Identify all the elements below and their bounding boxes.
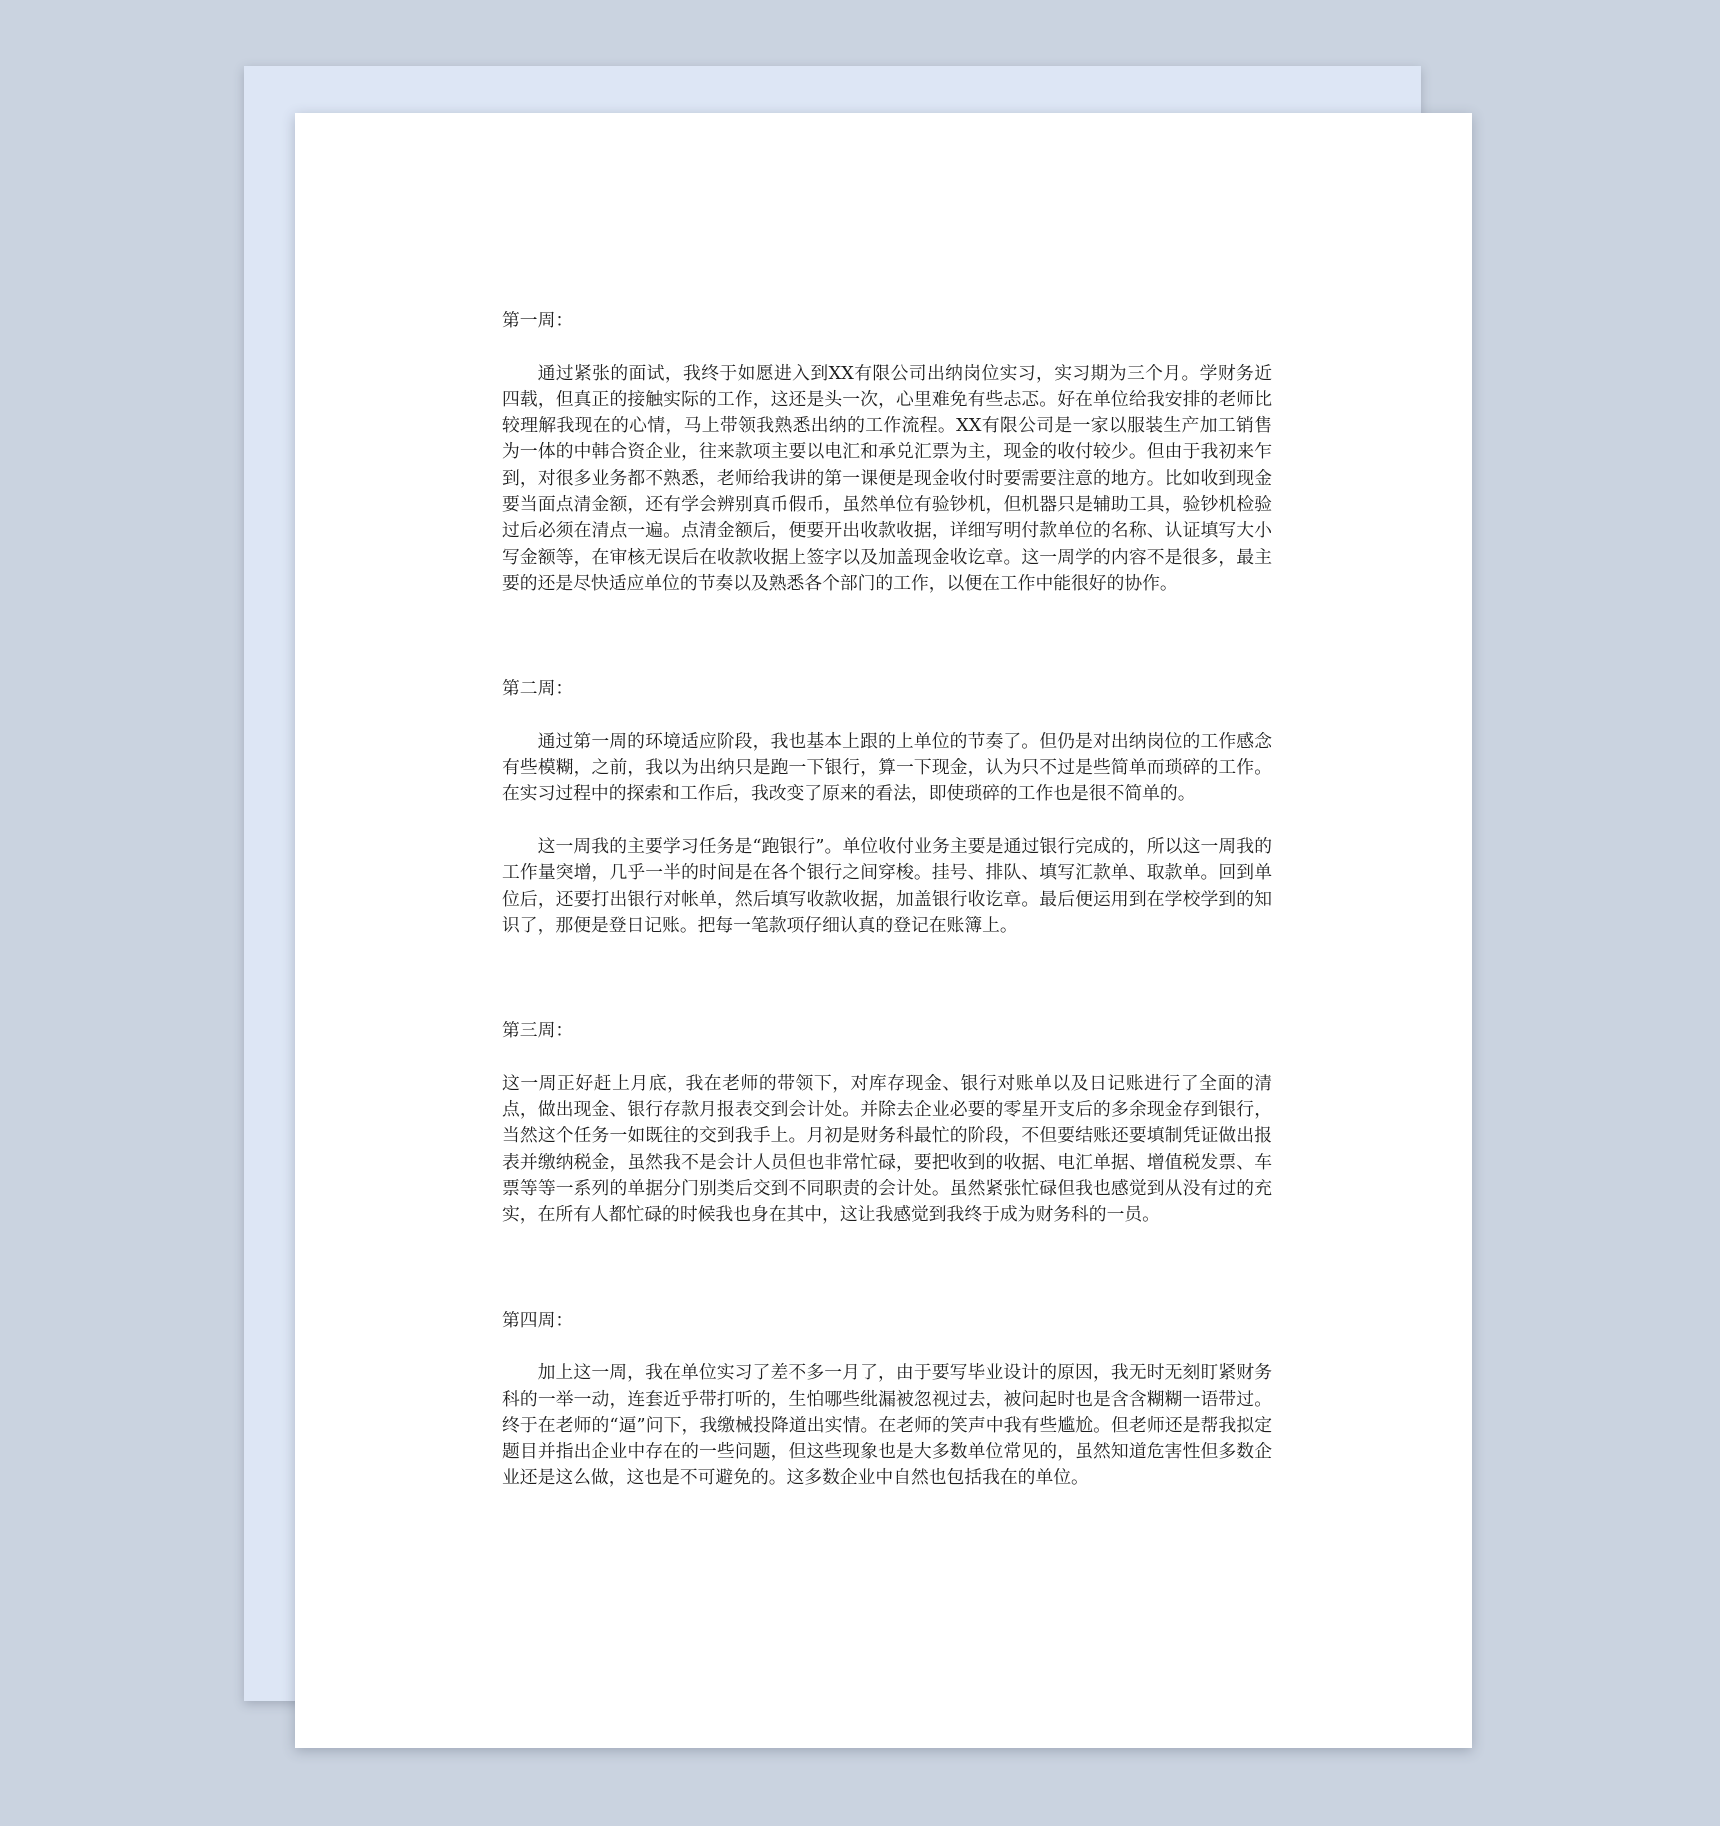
paragraph-week-3: 这一周正好赶上月底，我在老师的带领下，对库存现金、银行对账单以及日记账进行了全面的清点，做出现金、银行存款月报表交到会计处。并除去企业必要的零星开支后的多余现金存到银行，当然这个任务一如既往的交到我手上。月初是财务科最忙的阶段，不但要结账还要填制凭证做出报表并缴纳税金，虽然我不是会计人员但也非常忙碌，要把收到的收据、电汇单据、增值税发票、车票等等一系列的单据分门别类后交到不同职责的会计处。虽然紧张忙碌但我也感觉到从没有过的充实，在所有人都忙碌的时候我也身在其中，这让我感觉到我终于成为财务科的一员。 bbox=[502, 1072, 1272, 1226]
page-content bbox=[502, 308, 1272, 1492]
section-heading-week-3: 第三周： bbox=[502, 1020, 574, 1042]
section-heading-week-4: 第四周： bbox=[502, 1309, 574, 1331]
paragraph-week-4: 加上这一周，我在单位实习了差不多一月了，由于要写毕业设计的原因，我无时无刻盯紧财务科的一举一动，连套近乎带打听的，生怕哪些纰漏被忽视过去，被问起时也是含含糊糊一语带过。终于在老师的“逼”问下，我缴械投降道出实情。在老师的笑声中我有些尴尬。但老师还是帮我拟定题目并指出企业中存在的一些问题，但这些现象也是大多数单位常见的，虽然知道危害性但多数企业还是这么做，这也是不可避免的。这多数企业中自然也包括我在的单位。 bbox=[502, 1362, 1272, 1489]
paragraph-week-2-b: 这一周我的主要学习任务是“跑银行”。单位收付业务主要是通过银行完成的，所以这一周我的工作量突增，几乎一半的时间是在各个银行之间穿梭。挂号、排队、填写汇款单、取款单。回到单位后，还要打出银行对帐单，然后填写收款收据，加盖银行收讫章。最后便运用到在学校学到的知识了，那便是登日记账。把每一笔款项仔细认真的登记在账簿上。 bbox=[502, 836, 1272, 936]
section-heading-week-1: 第一周： bbox=[502, 310, 574, 331]
paragraph-week-1: 通过紧张的面试，我终于如愿进入到XX有限公司出纳岗位实习，实习期为三个月。学财务近四载，但真正的接触实际的工作，这还是头一次，心里难免有些忐忑。好在单位给我安排的老师比较理解我现在的心情，马上带领我熟悉出纳的工作流程。XX有限公司是一家以服装生产加工销售为一体的中韩合资企业，往来款项主要以电汇和承兑汇票为主，现金的收付较少。但由于我初来乍到，对很多业务都不熟悉，老师给我讲的第一课便是现金收付时要需要注意的地方。比如收到现金要当面点清金额，还有学会辨别真币假币，虽然单位有验钞机，但机器只是辅助工具，验钞机检验过后必须在清点一遍。点清金额后，便要开出收款收据，详细写明付款单位的名称、认证填写大小写金额等，在审核无误后在收款收据上签字以及加盖现金收讫章。这一周学的内容不是很多，最主要的还是尽快适应单位的节奏以及熟悉各个部门的工作，以便在工作中能很好的协作。 bbox=[502, 362, 1272, 594]
section-heading-week-2: 第二周： bbox=[502, 678, 574, 700]
paragraph-week-2-a: 通过第一周的环境适应阶段，我也基本上跟的上单位的节奏了。但仍是对出纳岗位的工作感念有些模糊，之前，我以为出纳只是跑一下银行，算一下现金，认为只不过是些简单而琐碎的工作。在实习过程中的探索和工作后，我改变了原来的看法，即使琐碎的工作也是很不简单的。 bbox=[502, 730, 1272, 805]
document-page bbox=[295, 113, 1472, 1748]
